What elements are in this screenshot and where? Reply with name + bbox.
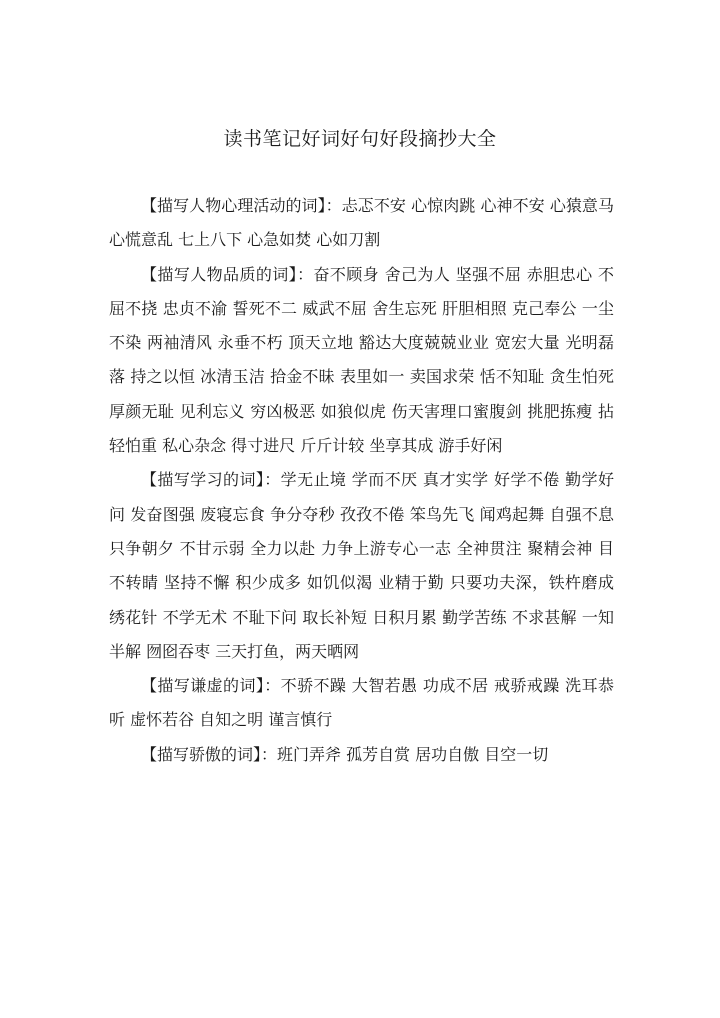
document-body <box>109 189 614 772</box>
paragraph-study-words: 【描写学习的词】：学无止境 学而不厌 真才实学 好学不倦 勤学好问 发奋图强 废寝忘食 争分夺秒 孜孜不倦 笨鸟先飞 闻鸡起舞 自强不息 只争朝夕 不甘示弱 全力以赴 力争上游专心一志 全神贯注 聚精会神 目不转睛 坚持不懈 积少成多 如饥似渴 业精于勤 只要功夫深，铁杵磨成绣花针 不学无术 不耻下问 取长补短 日积月累 勤学苦练 不求甚解 一知半解 囫囵吞枣 三天打鱼，两天晒网 <box>109 470 614 661</box>
paragraph-arrogance-words: 【描写骄傲的词】：班门弄斧 孤芳自赏 居功自傲 目空一切 <box>141 744 549 764</box>
paragraph-modesty-words: 【描写谦虚的词】：不骄不躁 大智若愚 功成不居 戒骄戒躁 洗耳恭听 虚怀若谷 自知之明 谨言慎行 <box>109 676 614 730</box>
paragraph-psychology-words: 【描写人物心理活动的词】：忐忑不安 心惊肉跳 心神不安 心猿意马 心慌意乱 七上八下 心急如焚 心如刀割 <box>109 196 614 250</box>
document-title: 读书笔记好词好句好段摘抄大全 <box>223 128 497 150</box>
paragraph-character-words: 【描写人物品质的词】：奋不顾身 舍己为人 坚强不屈 赤胆忠心 不屈不挠 忠贞不渝 誓死不二 威武不屈 舍生忘死 肝胆相照 克己奉公 一尘不染 两袖清风 永垂不朽 顶天立地 豁达大度兢兢业业 宽宏大量 光明磊落 持之以恒 冰清玉洁 拾金不昧 表里如一 卖国求荣 恬不知耻 贪生怕死 厚颜无耻 见利忘义 穷凶极恶 如狼似虎 伤天害理口蜜腹剑 挑肥拣瘦 拈轻怕重 私心杂念 得寸进尺 斤斤计较 坐享其成 游手好闲 <box>109 264 614 456</box>
